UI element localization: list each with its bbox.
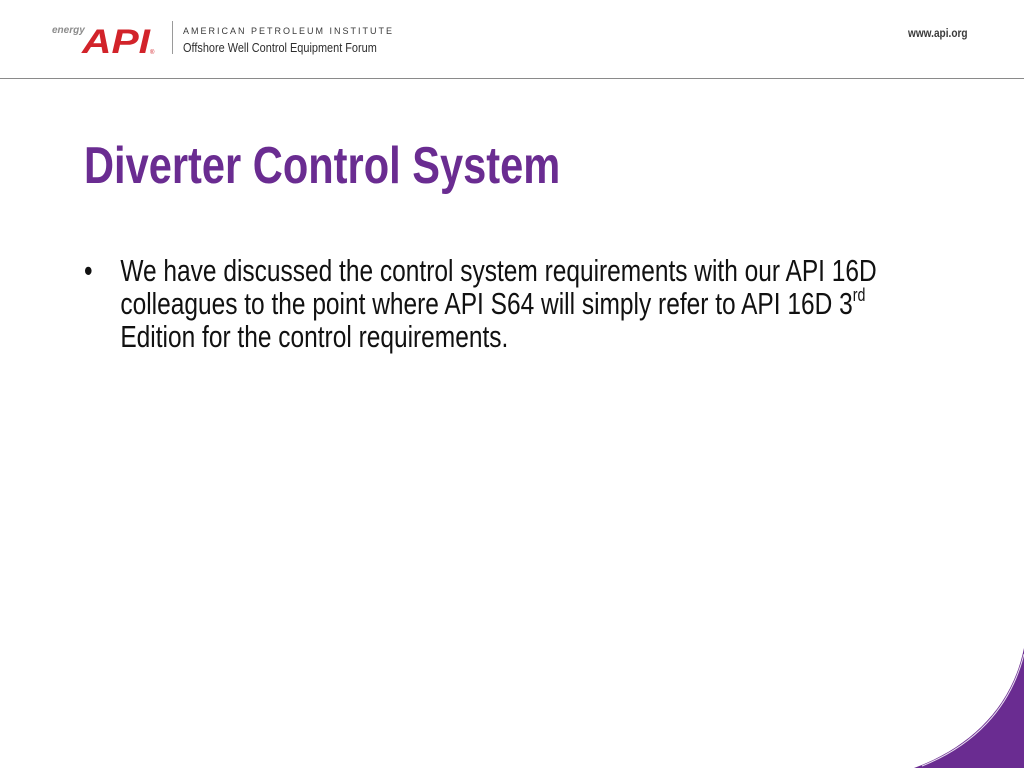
slide-title: Diverter Control System — [84, 137, 561, 195]
org-name: AMERICAN PETROLEUM INSTITUTE — [183, 26, 395, 36]
corner-swoosh-decoration — [894, 648, 1024, 768]
header-divider — [172, 21, 173, 54]
bullet-item — [84, 254, 937, 353]
ordinal-superscript: rd — [852, 284, 866, 305]
site-url: www.api.org — [908, 26, 968, 40]
api-logo — [52, 20, 156, 56]
logo-registered-mark: ® — [150, 50, 155, 56]
bullet-list — [84, 254, 937, 353]
bullet-text-continued: Edition for the control requirements. — [120, 319, 509, 354]
logo-api-text: API — [80, 23, 152, 56]
header-banner — [0, 0, 1024, 79]
bullet-marker: • — [84, 253, 93, 288]
forum-name: Offshore Well Control Equipment Forum — [183, 40, 377, 55]
bullet-text: We have discussed the control system requirements with our API 16D colleagues to the point where API S64 will simply refer to API 16D 3 — [120, 253, 877, 321]
logo-energy-text: energy — [52, 25, 85, 36]
